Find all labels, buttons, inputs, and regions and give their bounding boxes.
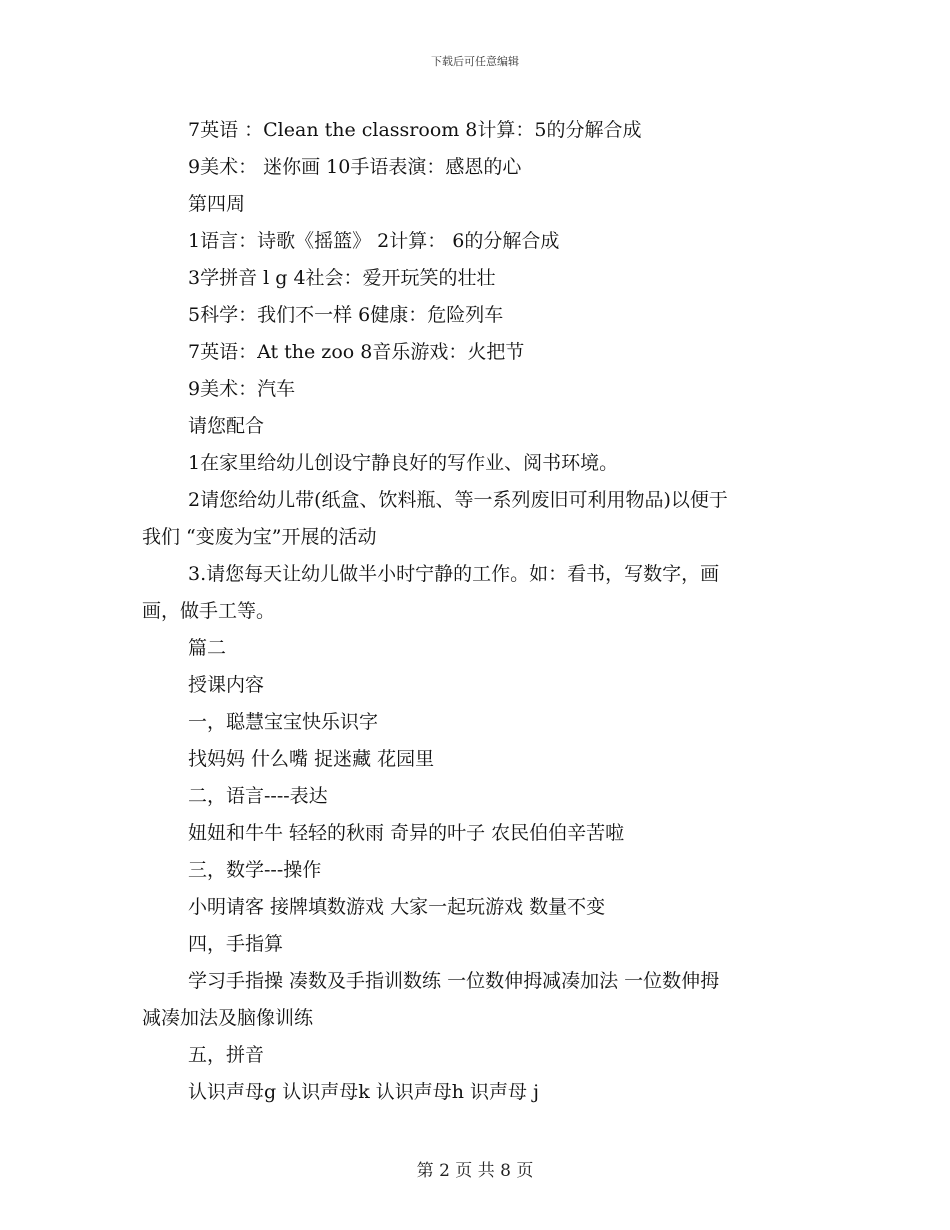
section-heading: 二，语言----表达: [188, 785, 328, 807]
text-line: 认识声母g 认识声母k 认识声母h 识声母 j: [188, 1081, 539, 1103]
section-heading: 第四周: [188, 193, 246, 215]
text-line: 7英语：At the zoo 8音乐游戏：火把节: [188, 341, 525, 363]
text-line: 小明请客 接牌填数游戏 大家一起玩游戏 数量不变: [188, 896, 606, 918]
text-line: 5科学：我们不一样 6健康：危险列车: [188, 304, 504, 326]
text-line: 3学拼音 l g 4社会：爱开玩笑的壮壮: [188, 267, 496, 289]
document-body: [142, 112, 812, 1111]
text-line: 7英语 ：Clean the classroom 8计算：5的分解合成: [188, 119, 642, 141]
section-heading: 一，聪慧宝宝快乐识字: [188, 711, 379, 733]
section-heading: 授课内容: [188, 674, 265, 696]
section-heading: 四，手指算: [188, 933, 284, 955]
text-line: 我们 “变废为宝”开展的活动: [142, 526, 377, 548]
section-heading: 三，数学---操作: [188, 859, 322, 881]
text-line: 3.请您每天让幼儿做半小时宁静的工作。如：看书，写数字，画: [188, 563, 720, 585]
page-header: 下载后可任意编辑: [431, 55, 519, 68]
text-line: 1在家里给幼儿创设宁静良好的写作业、阅书环境。: [188, 452, 619, 474]
text-line: 找妈妈 什么嘴 捉迷藏 花园里: [188, 748, 435, 770]
text-line: 2请您给幼儿带(纸盒、饮料瓶、等一系列废旧可利用物品)以便于: [188, 489, 728, 511]
page-footer: 第 2 页 共 8 页: [416, 1161, 534, 1181]
section-heading: 篇二: [188, 637, 227, 659]
text-line: 妞妞和牛牛 轻轻的秋雨 奇异的叶子 农民伯伯辛苦啦: [188, 822, 625, 844]
text-line: 9美术：汽车: [188, 378, 296, 400]
section-heading: 五，拼音: [188, 1044, 265, 1066]
text-line: 1语言：诗歌《摇篮》 2计算： 6的分解合成: [188, 230, 560, 252]
section-heading: 请您配合: [188, 415, 265, 437]
text-line: 减凑加法及脑像训练: [142, 1007, 314, 1029]
text-line: 9美术： 迷你画 10手语表演：感恩的心: [188, 156, 522, 178]
text-line: 画，做手工等。: [142, 600, 276, 622]
text-line: 学习手指操 凑数及手指训数练 一位数伸拇减凑加法 一位数伸拇: [188, 970, 720, 992]
